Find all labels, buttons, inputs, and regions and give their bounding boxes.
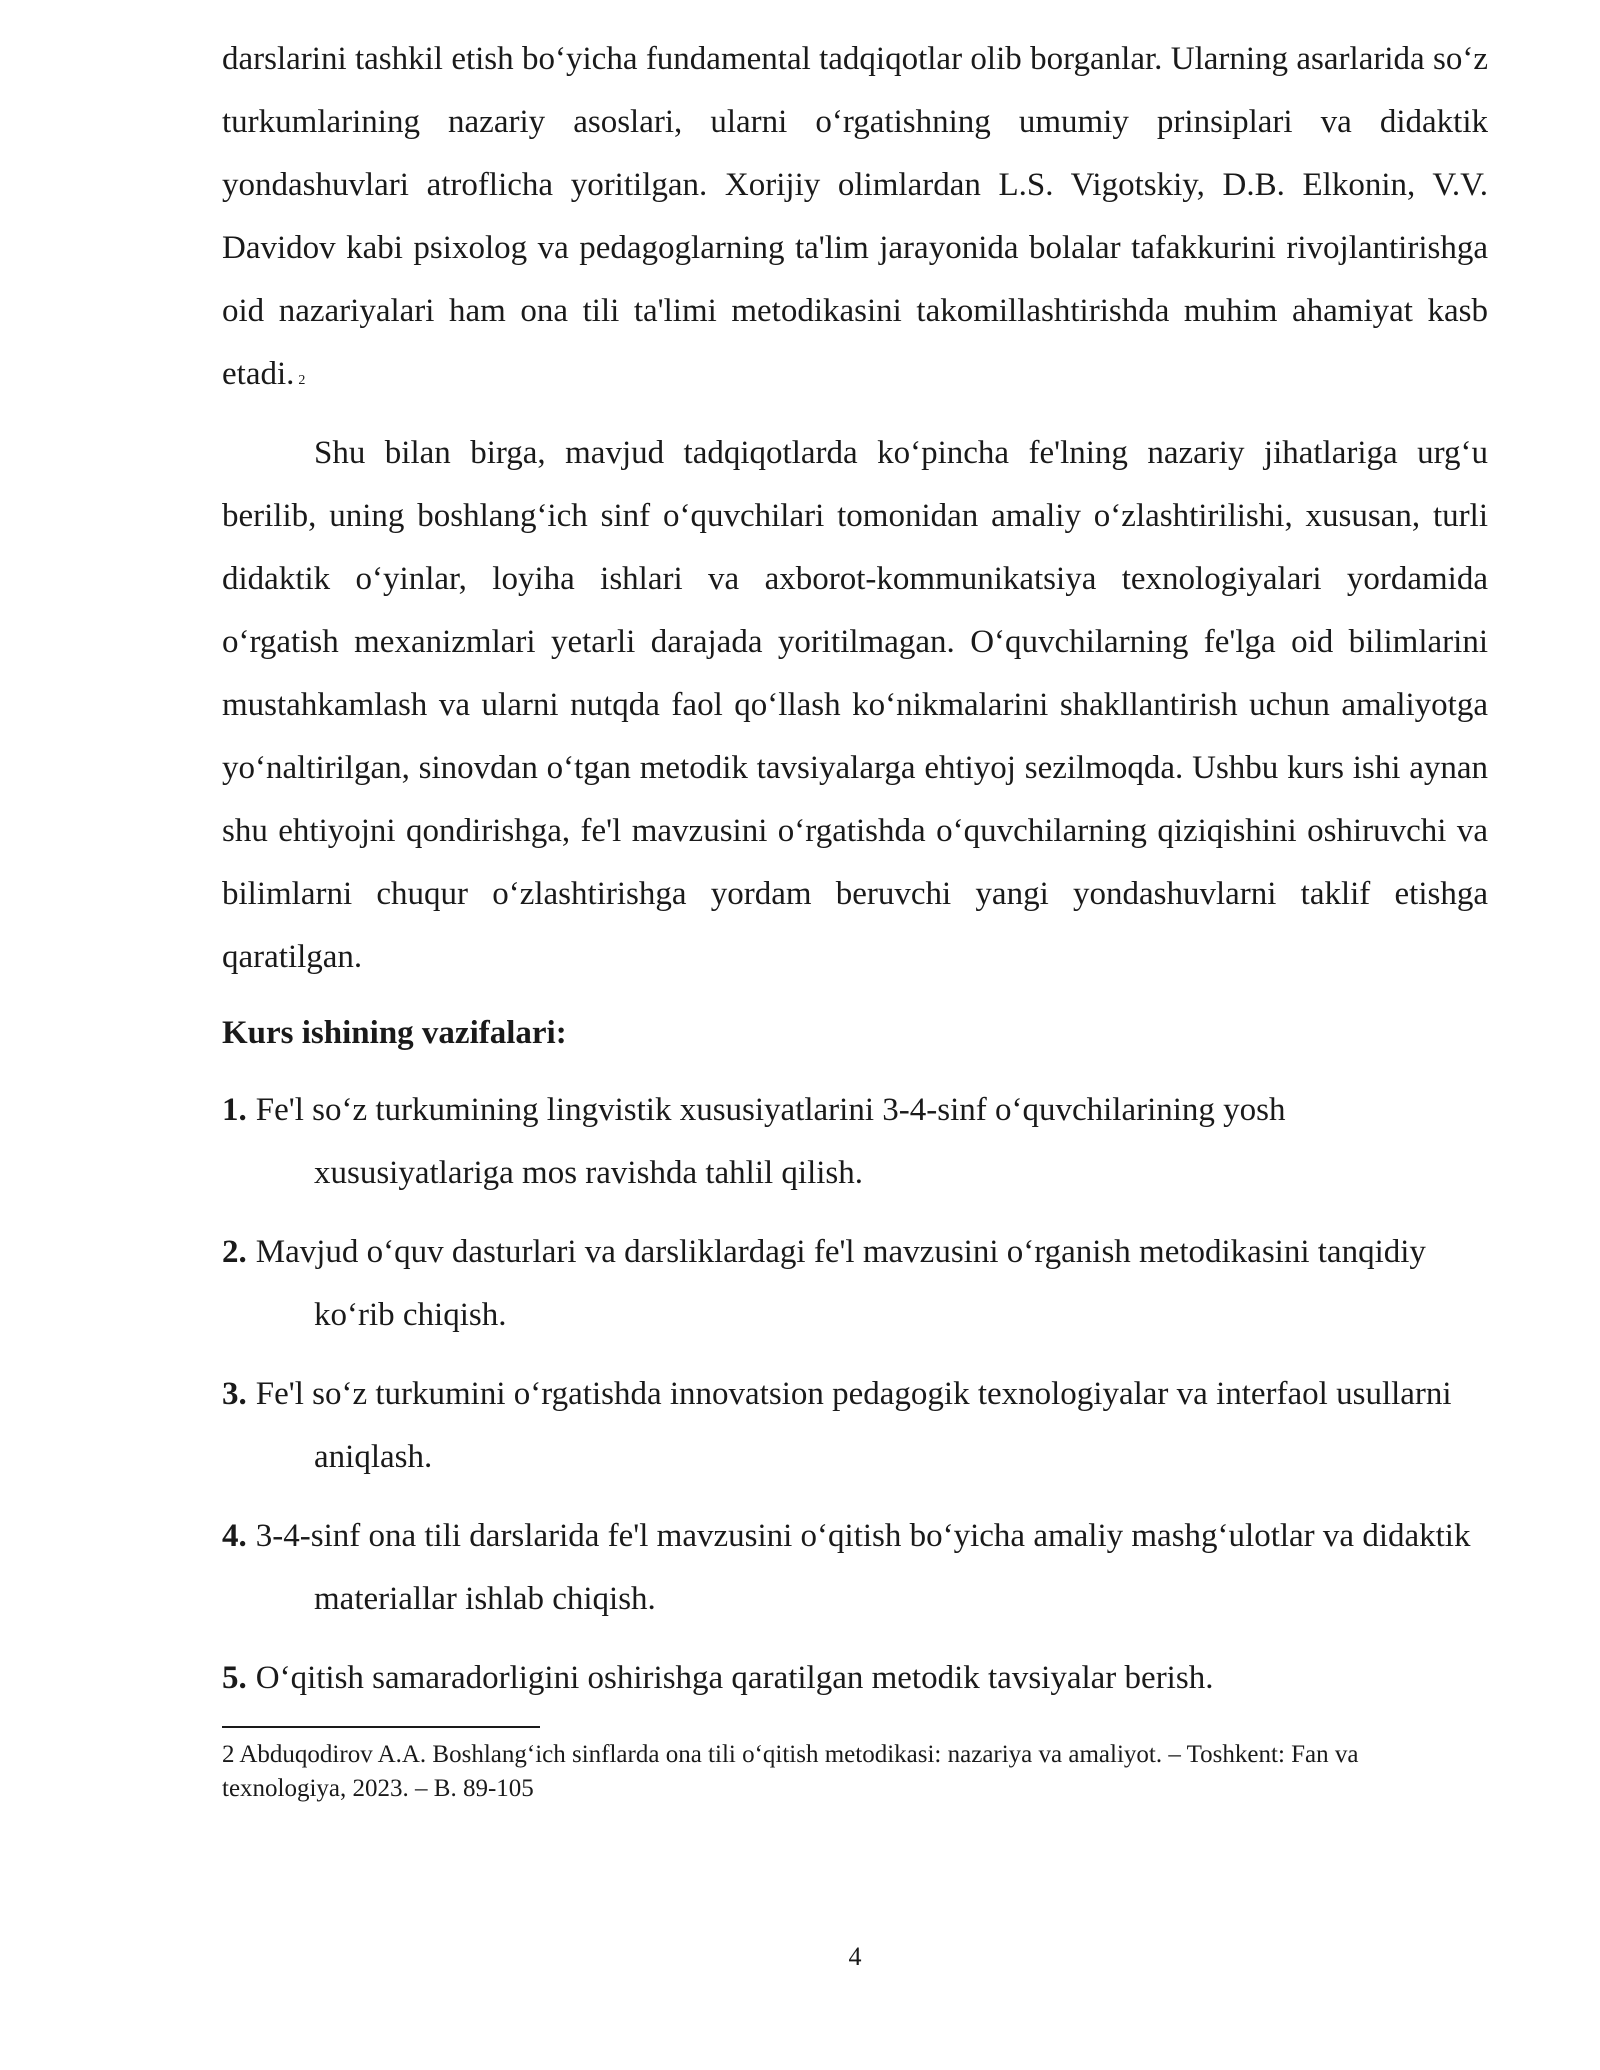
footnote-divider	[222, 1726, 540, 1728]
list-item	[222, 1079, 1488, 1205]
list-item-text: 3-4-sinf ona tili darslarida fe'l mavzusini o‘qitish bo‘yicha amaliy mashg‘ulotlar va didaktik materiallar ishlab chiqish.	[255, 1518, 1471, 1617]
list-item-number: 2.	[222, 1234, 247, 1270]
list-item-text: Fe'l so‘z turkumining lingvistik xususiyatlarini 3-4-sinf o‘quvchilarining yosh xususiyatlariga mos ravishda tahlil qilish.	[255, 1092, 1286, 1191]
list-item-number: 1.	[222, 1092, 247, 1128]
list-item-text: O‘qitish samaradorligini oshirishga qaratilgan metodik tavsiyalar berish.	[255, 1660, 1214, 1696]
document-page	[222, 28, 1488, 1806]
list-item-text: Mavjud o‘quv dasturlari va darsliklardagi fe'l mavzusini o‘rganish metodikasini tanqidiy ko‘rib chiqish.	[255, 1234, 1426, 1333]
page-number: 4	[848, 1942, 862, 1971]
list-item	[222, 1363, 1488, 1489]
footnote-reference: 2	[298, 373, 306, 388]
task-list	[222, 1079, 1488, 1710]
list-item	[222, 1647, 1488, 1710]
list-item-text: Fe'l so‘z turkumini o‘rgatishda innovatsion pedagogik texnologiyalar va interfaol usullarni aniqlash.	[255, 1376, 1452, 1475]
list-item	[222, 1221, 1488, 1347]
list-item-number: 4.	[222, 1518, 247, 1554]
footnote: 2 Abduqodirov A.A. Boshlang‘ich sinflarda ona tili o‘qitish metodikasi: nazariya va amaliyot. – Toshkent: Fan va texnologiya, 2023. – B. 89-105	[222, 1741, 1359, 1802]
list-item-number: 3.	[222, 1376, 247, 1412]
list-item	[222, 1505, 1488, 1631]
body-paragraph	[222, 28, 1488, 406]
list-item-number: 5.	[222, 1660, 247, 1696]
section-heading: Kurs ishining vazifalari:	[222, 1015, 567, 1051]
paragraph-text: darslarini tashkil etish bo‘yicha fundamental tadqiqotlar olib borganlar. Ularning asarlarida so‘z turkumlarining nazariy asoslari, ularni o‘rgatishning umumiy prinsiplari va didaktik yondashuvlari atroflicha yoritilgan. Xorijiy olimlardan L.S. Vigotskiy, D.B. Elkonin, V.V. Davidov kabi psixolog va pedagoglarning ta'lim jarayonida bolalar tafakkurini rivojlantirishga oid nazariyalari ham ona tili ta'limi metodikasini takomillashtirishda muhim ahamiyat kasb etadi.	[222, 41, 1488, 392]
body-paragraph: Shu bilan birga, mavjud tadqiqotlarda ko‘pincha fe'lning nazariy jihatlariga urg‘u berilib, uning boshlang‘ich sinf o‘quvchilari tomonidan amaliy o‘zlashtirilishi, xususan, turli didaktik o‘yinlar, loyiha ishlari va axborot-kommunikatsiya texnologiyalari yordamida o‘rgatish mexanizmlari yetarli darajada yoritilmagan. O‘quvchilarning fe'lga oid bilimlarini mustahkamlash va ularni nutqda faol qo‘llash ko‘nikmalarini shakllantirish uchun amaliyotga yo‘naltirilgan, sinovdan o‘tgan metodik tavsiyalarga ehtiyoj sezilmoqda. Ushbu kurs ishi aynan shu ehtiyojni qondirishga, fe'l mavzusini o‘rgatishda o‘quvchilarning qiziqishini oshiruvchi va bilimlarni chuqur o‘zlashtirishga yordam beruvchi yangi yondashuvlarni taklif etishga qaratilgan.	[222, 435, 1488, 975]
